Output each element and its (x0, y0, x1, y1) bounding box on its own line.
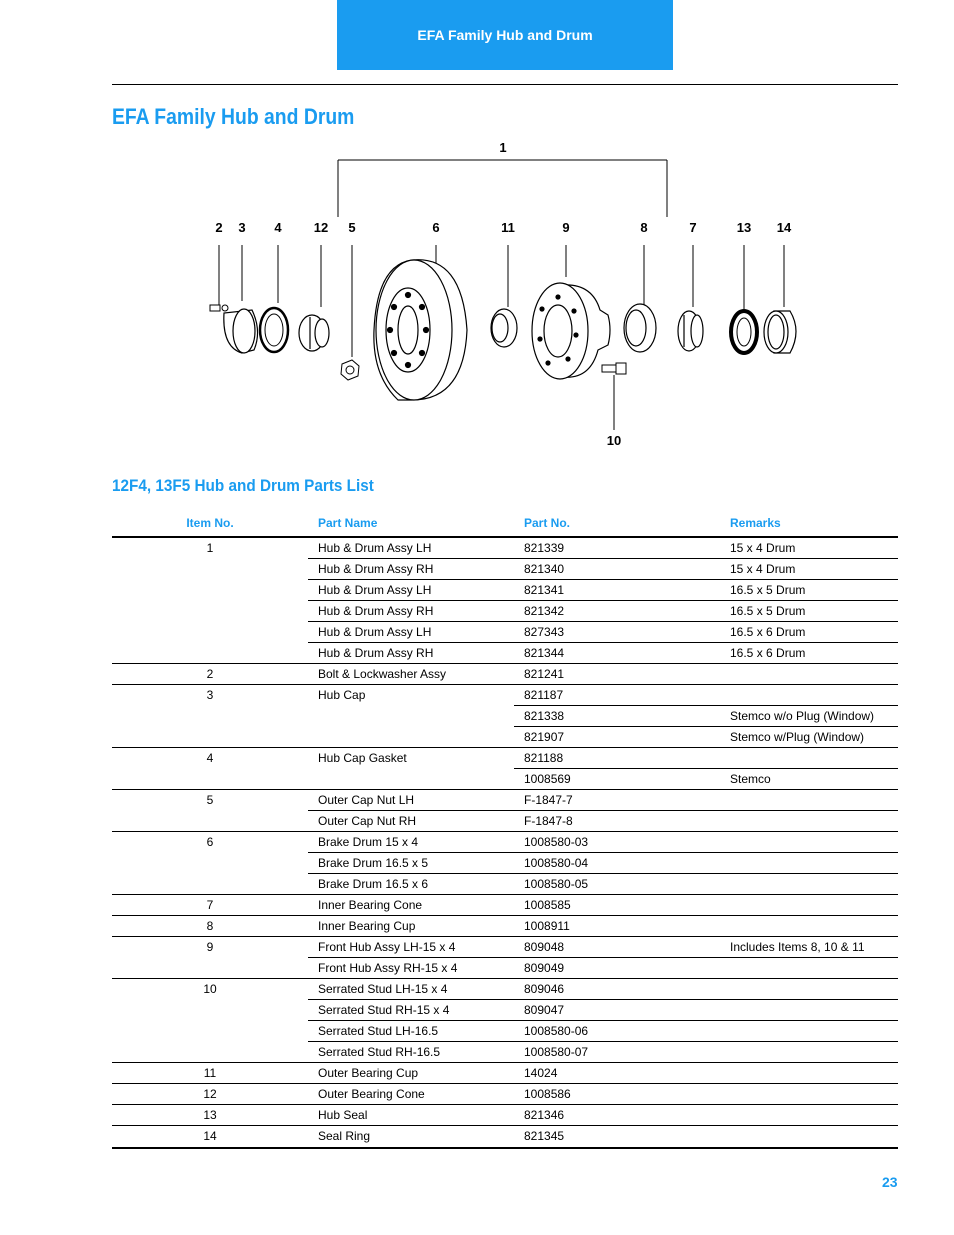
cell-part-name: Front Hub Assy LH-15 x 4 (308, 937, 514, 958)
cell-remarks (720, 916, 898, 937)
callout-label: 13 (736, 220, 752, 235)
table-bottom-rule (112, 1147, 898, 1149)
cell-item-no (112, 727, 308, 748)
cell-part-no: 821341 (514, 580, 720, 601)
callout-label: 1 (499, 140, 507, 155)
cell-remarks (720, 1063, 898, 1084)
table-row (112, 832, 898, 853)
cell-part-name: Brake Drum 15 x 4 (308, 832, 514, 853)
brake-drum-drawing (374, 260, 467, 400)
cell-part-name: Serrated Stud LH-16.5 (308, 1021, 514, 1042)
cell-remarks (720, 1021, 898, 1042)
cell-part-no: 821340 (514, 559, 720, 580)
cell-item-no (112, 706, 308, 727)
cell-item-no: 3 (112, 685, 308, 706)
cell-part-no: 1008580-05 (514, 874, 720, 895)
cell-part-no: 1008580-04 (514, 853, 720, 874)
cell-remarks (720, 748, 898, 769)
cell-remarks (720, 958, 898, 979)
cell-part-name (308, 769, 514, 790)
cell-part-no: 1008585 (514, 895, 720, 916)
cell-item-no (112, 622, 308, 643)
cell-part-name: Outer Bearing Cone (308, 1084, 514, 1105)
callout-label: 3 (238, 220, 246, 235)
cell-remarks: Stemco w/o Plug (Window) (720, 706, 898, 727)
table-row (112, 874, 898, 895)
cell-remarks (720, 895, 898, 916)
cell-part-name: Outer Cap Nut LH (308, 790, 514, 811)
cell-part-name: Serrated Stud LH-15 x 4 (308, 979, 514, 1000)
header-tab-label: EFA Family Hub and Drum (417, 27, 593, 43)
cell-part-no: F-1847-7 (514, 790, 720, 811)
cell-remarks (720, 790, 898, 811)
cell-item-no: 6 (112, 832, 308, 853)
cell-item-no: 1 (112, 537, 308, 559)
cell-part-name: Seal Ring (308, 1126, 514, 1147)
cell-remarks (720, 874, 898, 895)
table-row (112, 748, 898, 769)
cell-remarks: 16.5 x 5 Drum (720, 580, 898, 601)
cell-item-no: 12 (112, 1084, 308, 1105)
cell-part-name: Bolt & Lockwasher Assy (308, 664, 514, 685)
bolt-lockwasher-drawing (210, 305, 228, 311)
cell-part-name: Brake Drum 16.5 x 5 (308, 853, 514, 874)
cell-part-name: Inner Bearing Cup (308, 916, 514, 937)
cell-part-name: Hub & Drum Assy LH (308, 580, 514, 601)
cell-part-no: 821345 (514, 1126, 720, 1147)
cell-part-no: 821342 (514, 601, 720, 622)
cell-part-no: 821188 (514, 748, 720, 769)
cell-item-no (112, 769, 308, 790)
cell-item-no: 7 (112, 895, 308, 916)
cell-remarks: 15 x 4 Drum (720, 537, 898, 559)
cell-remarks: 16.5 x 6 Drum (720, 622, 898, 643)
cell-remarks: 16.5 x 6 Drum (720, 643, 898, 664)
cell-part-name: Hub Cap Gasket (308, 748, 514, 769)
cell-item-no: 5 (112, 790, 308, 811)
cell-remarks (720, 1084, 898, 1105)
table-row (112, 1105, 898, 1126)
cell-part-no: 821187 (514, 685, 720, 706)
cell-part-no: 821907 (514, 727, 720, 748)
cell-part-name: Brake Drum 16.5 x 6 (308, 874, 514, 895)
cell-part-name: Serrated Stud RH-16.5 (308, 1042, 514, 1063)
outer-bearing-cone-drawing (299, 315, 329, 351)
hub-cap-gasket-drawing (260, 308, 288, 352)
table-row (112, 727, 898, 748)
table-header-row (112, 510, 898, 537)
table-row (112, 1000, 898, 1021)
table-row (112, 601, 898, 622)
cell-item-no (112, 580, 308, 601)
cell-part-name: Hub Seal (308, 1105, 514, 1126)
cell-remarks (720, 979, 898, 1000)
page-number: 23 (882, 1174, 898, 1190)
cell-item-no (112, 958, 308, 979)
cell-remarks (720, 1126, 898, 1147)
table-row (112, 1021, 898, 1042)
seal-ring-drawing (764, 311, 796, 353)
cell-remarks (720, 1105, 898, 1126)
table-row (112, 559, 898, 580)
cell-remarks (720, 685, 898, 706)
table-row (112, 685, 898, 706)
cell-part-name: Front Hub Assy RH-15 x 4 (308, 958, 514, 979)
cell-item-no: 11 (112, 1063, 308, 1084)
cell-part-name: Inner Bearing Cone (308, 895, 514, 916)
header-rule (112, 84, 898, 85)
cell-part-no: 1008586 (514, 1084, 720, 1105)
cell-part-no: 1008569 (514, 769, 720, 790)
cell-item-no (112, 559, 308, 580)
cell-item-no (112, 643, 308, 664)
cell-part-no: 821241 (514, 664, 720, 685)
cell-item-no: 8 (112, 916, 308, 937)
cell-item-no: 10 (112, 979, 308, 1000)
table-row (112, 664, 898, 685)
table-row (112, 769, 898, 790)
col-header-name: Part Name (308, 510, 514, 537)
callout-label: 12 (313, 220, 329, 235)
cell-item-no (112, 874, 308, 895)
table-row (112, 1042, 898, 1063)
exploded-parts-diagram (112, 135, 898, 455)
parts-table (112, 510, 898, 1146)
cell-part-no: 809049 (514, 958, 720, 979)
cell-part-no: 1008580-06 (514, 1021, 720, 1042)
cell-part-no: 821346 (514, 1105, 720, 1126)
cell-part-name: Hub & Drum Assy LH (308, 622, 514, 643)
cell-part-name: Hub & Drum Assy RH (308, 559, 514, 580)
col-header-item: Item No. (112, 510, 308, 537)
table-row (112, 1084, 898, 1105)
table-row (112, 537, 898, 559)
cell-item-no: 2 (112, 664, 308, 685)
cell-remarks (720, 1042, 898, 1063)
callout-label: 7 (689, 220, 697, 235)
col-header-part: Part No. (514, 510, 720, 537)
cell-remarks (720, 1000, 898, 1021)
hub-cap-drawing (224, 309, 258, 353)
cell-part-no: 821339 (514, 537, 720, 559)
callout-label: 10 (606, 433, 622, 448)
table-row (112, 622, 898, 643)
table-row (112, 706, 898, 727)
parts-table-body (112, 537, 898, 1146)
cell-item-no (112, 1021, 308, 1042)
cell-item-no (112, 1000, 308, 1021)
cell-part-no: 821344 (514, 643, 720, 664)
cell-remarks: 15 x 4 Drum (720, 559, 898, 580)
table-row (112, 811, 898, 832)
table-row (112, 853, 898, 874)
cell-remarks: Stemco w/Plug (Window) (720, 727, 898, 748)
table-row (112, 1126, 898, 1147)
outer-bearing-cup-drawing (491, 309, 517, 347)
cell-item-no (112, 811, 308, 832)
cell-part-name (308, 727, 514, 748)
cell-item-no (112, 853, 308, 874)
callout-label: 2 (215, 220, 223, 235)
table-row (112, 958, 898, 979)
callout-label: 4 (274, 220, 282, 235)
front-hub-drawing (532, 283, 610, 379)
cell-item-no: 9 (112, 937, 308, 958)
cell-item-no: 13 (112, 1105, 308, 1126)
cell-item-no: 14 (112, 1126, 308, 1147)
cell-part-name (308, 706, 514, 727)
cell-part-no: 809048 (514, 937, 720, 958)
table-row (112, 643, 898, 664)
cell-remarks (720, 832, 898, 853)
cell-item-no (112, 601, 308, 622)
callout-label: 8 (640, 220, 648, 235)
cell-remarks (720, 664, 898, 685)
cell-part-name: Hub & Drum Assy RH (308, 601, 514, 622)
serrated-stud-drawing (602, 363, 626, 374)
parts-list-title: 12F4, 13F5 Hub and Drum Parts List (112, 476, 374, 495)
cell-remarks: Includes Items 8, 10 & 11 (720, 937, 898, 958)
table-row (112, 790, 898, 811)
cell-part-name: Outer Cap Nut RH (308, 811, 514, 832)
cell-remarks: 16.5 x 5 Drum (720, 601, 898, 622)
cell-part-name: Hub & Drum Assy LH (308, 537, 514, 559)
header-tab (337, 0, 673, 70)
cell-part-no: 1008580-07 (514, 1042, 720, 1063)
table-row (112, 1063, 898, 1084)
cell-part-name: Outer Bearing Cup (308, 1063, 514, 1084)
page-title: EFA Family Hub and Drum (112, 104, 355, 129)
hub-seal-drawing (731, 311, 757, 353)
callout-label: 11 (501, 220, 515, 235)
cell-remarks (720, 853, 898, 874)
cell-item-no: 4 (112, 748, 308, 769)
cell-item-no (112, 1042, 308, 1063)
cell-part-name: Hub & Drum Assy RH (308, 643, 514, 664)
cell-part-no: 809046 (514, 979, 720, 1000)
callout-label: 6 (432, 220, 440, 235)
cell-part-no: F-1847-8 (514, 811, 720, 832)
table-row (112, 937, 898, 958)
cell-remarks: Stemco (720, 769, 898, 790)
cap-nut-drawing (341, 360, 359, 380)
table-row (112, 979, 898, 1000)
col-header-remarks: Remarks (720, 510, 898, 537)
cell-part-no: 827343 (514, 622, 720, 643)
cell-remarks (720, 811, 898, 832)
inner-bearing-cup-drawing (624, 304, 656, 352)
cell-part-name: Serrated Stud RH-15 x 4 (308, 1000, 514, 1021)
callout-label: 5 (348, 220, 356, 235)
cell-part-no: 821338 (514, 706, 720, 727)
cell-part-no: 1008580-03 (514, 832, 720, 853)
table-row (112, 895, 898, 916)
inner-bearing-cone-drawing (678, 311, 703, 351)
table-row (112, 580, 898, 601)
cell-part-no: 809047 (514, 1000, 720, 1021)
table-row (112, 916, 898, 937)
callout-label: 9 (562, 220, 570, 235)
cell-part-name: Hub Cap (308, 685, 514, 706)
callout-label: 14 (776, 220, 792, 235)
cell-part-no: 1008911 (514, 916, 720, 937)
cell-part-no: 14024 (514, 1063, 720, 1084)
